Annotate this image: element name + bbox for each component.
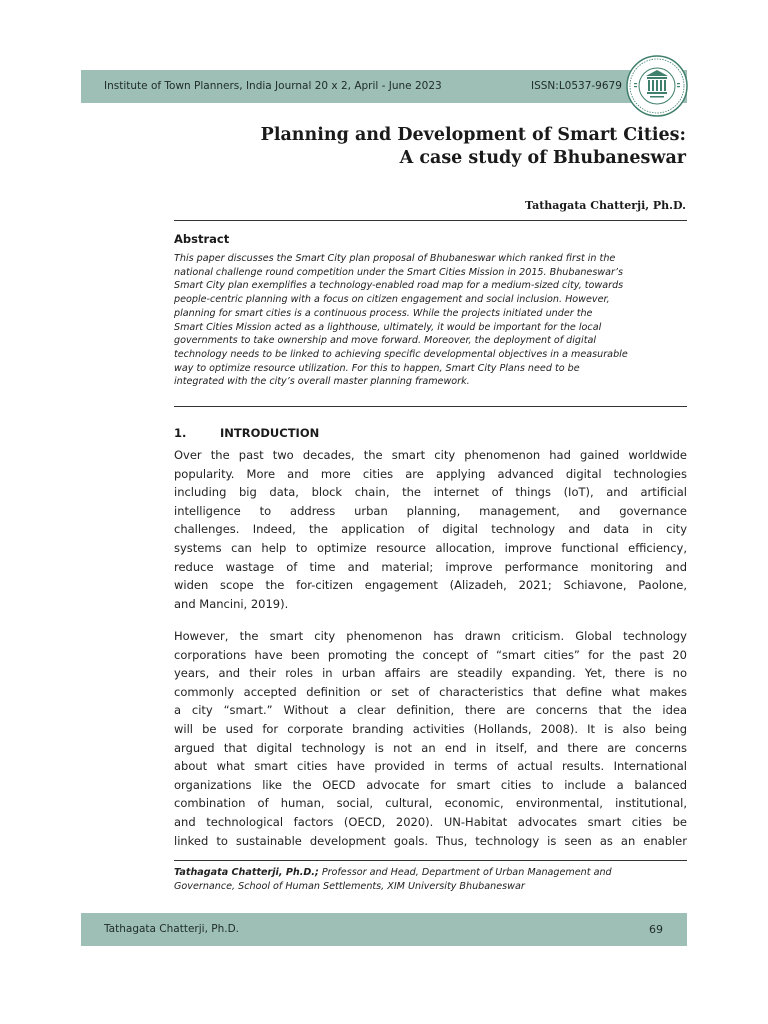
body-paragraph [174,627,687,850]
paragraph-line: years, and their roles in urban affairs are steadily expanding. Yet, there is no [174,666,687,681]
paragraph-line: widen scope the for-citizen engagement (Alizadeh, 2021; Schiavone, Paolone, [174,578,687,593]
paragraph-line: including big data, block chain, the internet of things (IoT), and artificial [174,485,687,500]
paragraph-line: corporations have been promoting the concept of “smart cities” for the past 20 [174,647,687,662]
abstract-line: Smart Cities Mission acted as a lighthouse, ultimately, it would be important for the local [174,321,602,333]
paragraph-line: linked to sustainable development goals. Thus, technology is seen as an enabler [174,833,687,848]
abstract-line: national challenge round competition under the Smart Cities Mission in 2015. Bhubaneswar’s [174,266,624,278]
paragraph-line: Over the past two decades, the smart city phenomenon had gained worldwide [174,448,687,462]
article-title-line: A case study of Bhubaneswar [399,148,686,168]
journal-header-band [81,70,687,103]
abstract-line: technology needs to be linked to achieving specific developmental objectives in a measurable [174,348,628,360]
journal-citation: Institute of Town Planners, India Journal 20 x 2, April - June 2023 [104,80,442,92]
section-number: 1. [174,426,187,440]
footnote-line: Governance, School of Human Settlements, XIM University Bhubaneswar [174,881,525,892]
issn-number: ISSN:L0537-9679 [531,80,622,92]
section-heading [174,426,319,440]
article-title-line: Planning and Development of Smart Cities: [260,125,686,145]
paragraph-line: and technological factors (OECD, 2020). UN-Habitat advocates smart cities be [174,814,687,829]
paragraph-line: However, the smart city phenomenon has drawn criticism. Global technology [174,629,687,643]
page-footer-band [81,913,687,946]
paragraph-line: about what smart cities have provided in terms of actual results. International [174,759,687,774]
paragraph-line: commonly accepted definition or set of characteristics that define what makes [174,684,687,699]
paragraph-line: combination of human, social, cultural, economic, environmental, institutional, [174,796,687,811]
paragraph-line: challenges. Indeed, the application of digital technology and data in city [174,522,687,537]
abstract-line: planning for smart cities is a continuous process. While the projects initiated under the [174,307,593,319]
paragraph-line: will be used for corporate branding activities (Hollands, 2008). It is also being [174,721,687,736]
body-paragraph [174,446,687,613]
article-author: Tathagata Chatterji, Ph.D. [524,199,686,212]
abstract-line: This paper discusses the Smart City plan proposal of Bhubaneswar which ranked first in the [174,253,616,264]
paragraph-line: argued that digital technology is not an end in itself, and there are concerns [174,740,687,755]
paragraph-line: intelligence to address urban planning, management, and governance [174,503,687,518]
footnote-author-name: Tathagata Chatterji, Ph.D.; [174,867,319,878]
abstract-text [174,252,687,389]
footnote-divider [174,860,687,861]
article-title [166,124,686,170]
author-footnote [174,866,687,894]
abstract-line: people-centric planning with a focus on citizen engagement and social inclusion. However, [174,294,610,306]
abstract-line: way to optimize resource utilization. For this to happen, Smart City Plans need to be [174,362,580,374]
institute-seal-logo [626,55,688,117]
paragraph-line: systems can help to optimize resource allocation, improve functional efficiency, [174,540,687,555]
page-number: 69 [649,923,663,936]
abstract-line: governments to take ownership and move forward. Moreover, the deployment of digital [174,335,596,347]
footnote-affiliation: Professor and Head, Department of Urban Management and [318,867,612,878]
paragraph-line: popularity. More and more cities are applying advanced digital technologies [174,466,687,481]
footer-author: Tathagata Chatterji, Ph.D. [104,923,239,935]
paragraph-line: reduce wastage of time and material; improve performance monitoring and [174,559,687,574]
abstract-line: Smart City plan exemplifies a technology-enabled road map for a medium-sized city, towards [174,280,624,292]
divider [174,220,687,221]
abstract-line: integrated with the city’s overall master planning framework. [174,376,470,388]
paragraph-line: and Mancini, 2019). [174,596,289,611]
divider [174,406,687,407]
abstract-heading: Abstract [174,232,230,246]
paragraph-line: organizations like the OECD advocate for smart cities to include a balanced [174,777,687,792]
section-title: INTRODUCTION [220,426,320,440]
footnote-line [174,866,687,880]
paragraph-line: a city “smart.” Without a clear definition, there are concerns that the idea [174,703,687,718]
